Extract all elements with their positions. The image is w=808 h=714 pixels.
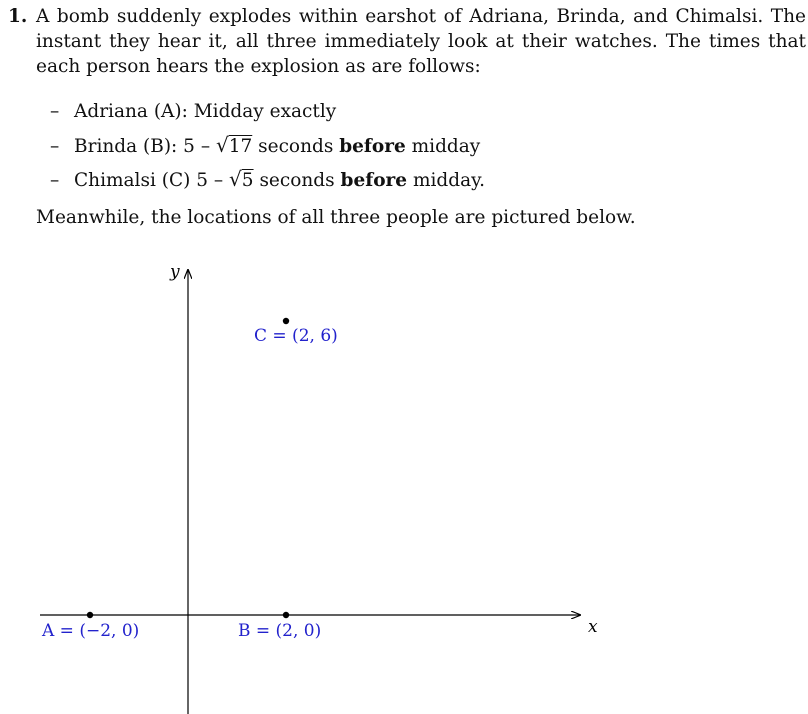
point-c xyxy=(283,318,289,324)
bullet-end: midday. xyxy=(407,170,485,191)
bullet-dash: – xyxy=(50,170,60,191)
meanwhile-text: Meanwhile, the locations of all three people are pictured below. xyxy=(36,207,636,228)
bullet-rest: seconds xyxy=(252,135,340,157)
point-label-a: A = (−2, 0) xyxy=(42,621,140,641)
problem-number: 1. xyxy=(8,6,28,27)
x-axis-label: x xyxy=(588,617,598,637)
bullet-rest: seconds xyxy=(253,170,341,191)
bullet-chimalsi xyxy=(50,163,485,198)
sqrt-icon: √ xyxy=(215,132,229,157)
radicand: 5 xyxy=(241,170,254,191)
bullet-bold: before xyxy=(339,135,406,157)
bullet-adriana xyxy=(50,95,485,129)
radicand: 17 xyxy=(228,135,253,157)
bullet-label: Adriana (A): xyxy=(74,101,194,122)
sqrt-icon: √ xyxy=(229,167,242,191)
y-axis-label: y xyxy=(170,262,180,282)
bullet-bold: before xyxy=(340,170,408,191)
bullet-dash: – xyxy=(50,101,60,122)
bullet-list xyxy=(50,95,485,198)
bullet-dash: – xyxy=(50,135,60,157)
point-b xyxy=(283,612,289,618)
problem-intro: A bomb suddenly explodes within earshot of Adriana, Brinda, and Chimalsi. The instant they hear it, all three immediately look at their watches. The times that each person hears the explosion as are follows: xyxy=(36,6,806,77)
point-label-c: C = (2, 6) xyxy=(254,326,338,346)
bullet-label: Brinda (B): 5 – xyxy=(74,135,216,157)
bullet-text: Midday exactly xyxy=(193,101,337,122)
bullet-end: midday xyxy=(405,135,481,157)
bullet-label: Chimalsi (C) 5 – xyxy=(74,170,230,191)
points-layer xyxy=(41,318,338,641)
point-label-b: B = (2, 0) xyxy=(238,621,322,641)
point-a xyxy=(87,612,93,618)
bullet-brinda xyxy=(50,129,485,164)
